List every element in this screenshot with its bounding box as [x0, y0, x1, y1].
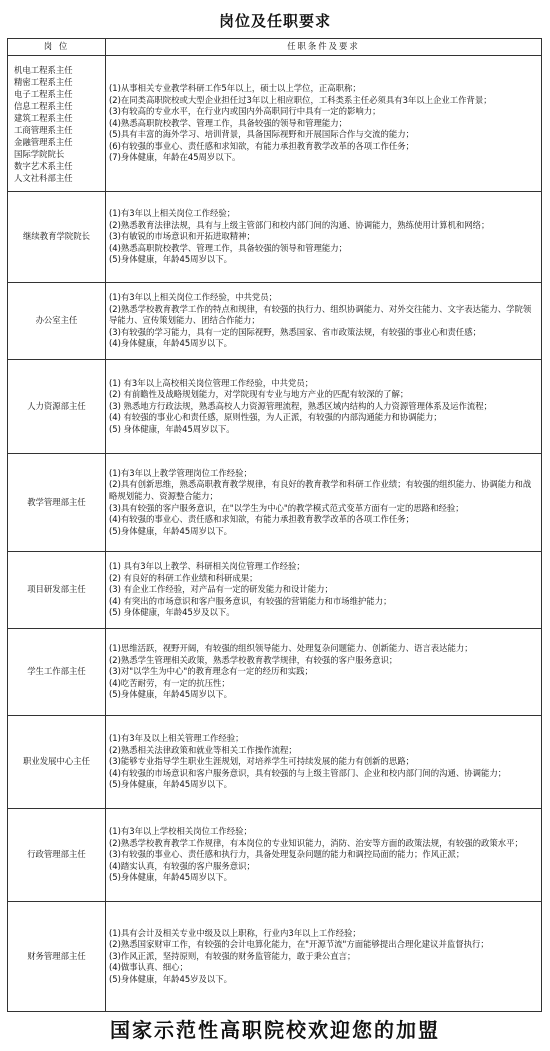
requirement-item: (2) 有前瞻性及战略规划能力，对学院现有专业与地方产业的匹配有较深的了解； — [109, 389, 409, 400]
requirement-item: (3) 熟悉地方行政法规，熟悉高校人力资源管理流程，熟悉区域内结构的人力资源管理体系及运作流程； — [109, 400, 493, 411]
requirement-item: (5)身体健康，年龄45周岁以下。 — [109, 779, 233, 790]
requirements-cell — [106, 192, 542, 283]
requirements-column-header: 任职条件及要求 — [106, 39, 542, 56]
requirements-cell — [106, 283, 542, 360]
requirements-cell — [106, 809, 542, 902]
position-name: 财务管理部主任 — [27, 950, 86, 961]
job-requirements-table — [7, 38, 542, 1012]
table-row — [8, 902, 542, 1012]
requirement-item: (4) 有较强的事业心和责任感，原则性强，为人正派，有较强的内部沟通能力和协调能力； — [109, 412, 442, 423]
position-name: 金融管理系主任 — [14, 136, 73, 147]
requirement-item: (1) 具有3年以上教学、科研相关岗位管理工作经验； — [109, 561, 305, 572]
requirements-cell — [106, 552, 542, 629]
table-row — [8, 283, 542, 360]
requirement-item: (4)踏实认真，有较强的客户服务意识； — [109, 860, 255, 871]
requirement-item: (1)有3年以上相关岗位工作经验，中共党员； — [109, 292, 277, 303]
requirement-item: (2)熟悉学校教育教学工作规律，有本岗位的专业知识能力，消防、治安等方面的政策法规，有较强的政策水平； — [109, 837, 523, 848]
requirement-item: (3)作风正派，坚持原则，有较强的财务监管能力，敢于秉公直言； — [109, 950, 356, 961]
position-cell — [8, 283, 106, 360]
position-name: 人文社科部主任 — [14, 172, 73, 183]
position-name: 数字艺术系主任 — [14, 160, 73, 171]
requirement-item: (2)熟悉教育法律法规，具有与上级主管部门和校内部门间的沟通、协调能力，熟练使用计算机和网络； — [109, 219, 490, 230]
position-name: 学生工作部主任 — [27, 666, 86, 677]
position-cell — [8, 56, 106, 192]
requirements-cell — [106, 360, 542, 454]
position-cell — [8, 902, 106, 1012]
page-title: 岗位及任职要求 — [218, 12, 331, 30]
requirement-item: (5)身体健康，年龄45周岁以下。 — [109, 254, 233, 265]
position-name: 职业发展中心主任 — [23, 756, 90, 767]
requirement-item: (1)有3年及以上相关管理工作经验； — [109, 733, 244, 744]
position-name: 办公室主任 — [35, 315, 78, 326]
requirement-item: (4)熟悉高职院校教学、管理工作，具备较强的领导和管理能力； — [109, 242, 347, 253]
table-row — [8, 716, 542, 809]
requirement-item: (2)熟悉学校教育教学工作的特点和规律，有较强的执行力、组织协调能力、对外交往能力、文字表达能力、学院领导能力、宣传策划能力、团结合作能力； — [109, 303, 532, 326]
requirement-item: (4)做事认真、细心； — [109, 962, 188, 973]
table-row — [8, 552, 542, 629]
position-name: 项目研发部主任 — [27, 584, 86, 595]
requirement-item: (4)吃苦耐劳，有一定的抗压性； — [109, 677, 230, 688]
requirement-item: (2) 有良好的科研工作业绩和科研成果； — [109, 572, 258, 583]
table-row — [8, 360, 542, 454]
table-row — [8, 809, 542, 902]
position-cell — [8, 716, 106, 809]
requirement-item: (2)熟悉相关法律政策和就业等相关工作操作流程； — [109, 744, 297, 755]
table-row — [8, 192, 542, 283]
requirement-item: (5) 身体健康，年龄45周岁以下。 — [109, 423, 235, 434]
position-cell — [8, 809, 106, 902]
requirement-item: (5)身体健康，年龄45周岁以下。 — [109, 689, 233, 700]
requirement-item: (2)具有创新思维，熟悉高职教育教学规律，有良好的教育教学和科研工作业绩；有较强的组织能力、协调能力和战略规划能力、资源整合能力； — [109, 479, 532, 501]
requirement-item: (5)身体健康，年龄45岁及以下。 — [109, 973, 233, 984]
requirement-item: (4)身体健康，年龄45周岁以下。 — [109, 338, 233, 349]
requirement-item: (3)对"以学生为中心"的教育理念有一定的经历和实践； — [109, 666, 313, 677]
position-name: 信息工程系主任 — [14, 100, 73, 111]
position-cell — [8, 192, 106, 283]
position-column-header: 岗 位 — [8, 39, 106, 56]
requirement-item: (1)有3年以上教学管理岗位工作经验； — [109, 467, 252, 478]
requirement-item: (1)思维活跃，视野开阔，有较强的组织领导能力、处理复杂问题能力、创新能力、语言表达能力； — [109, 643, 473, 654]
position-name: 国际学院院长 — [14, 148, 65, 159]
requirement-item: (1)有3年以上学校相关岗位工作经验； — [109, 826, 252, 837]
position-name: 电子工程系主任 — [14, 88, 73, 99]
requirement-item: (3) 有企业工作经验，对产品有一定的研发能力和设计能力； — [109, 584, 333, 595]
requirement-item: (1)从事相关专业教学科研工作5年以上，硕士以上学位，正高职称； — [109, 82, 361, 93]
position-name: 人力资源部主任 — [27, 400, 86, 411]
position-cell — [8, 454, 106, 552]
position-cell — [8, 552, 106, 629]
requirement-item: (3)有较高的专业水平，在行业内或国内外高职同行中具有一定的影响力； — [109, 106, 381, 117]
requirement-item: (1)有3年以上相关岗位工作经验； — [109, 208, 236, 219]
requirement-item: (4)有较强的事业心、责任感和求知欲，有能力承担教育教学改革的各项工作任务； — [109, 514, 414, 525]
requirement-item: (2)熟悉学生管理相关政策，熟悉学校教育教学规律，有较强的客户服务意识； — [109, 654, 398, 665]
table-row — [8, 56, 542, 192]
requirements-cell — [106, 716, 542, 809]
requirement-item: (5)身体健康，年龄45周岁以下。 — [109, 872, 233, 883]
requirement-item: (5)具有丰富的海外学习、培训背景，具备国际视野和开展国际合作与交流的能力； — [109, 129, 414, 140]
requirement-item: (1) 有3年以上高校相关岗位管理工作经验，中共党员； — [109, 377, 314, 388]
requirements-cell — [106, 902, 542, 1012]
table-row — [8, 454, 542, 552]
position-name: 精密工程系主任 — [14, 76, 73, 87]
position-cell — [8, 629, 106, 716]
position-name: 建筑工程系主任 — [14, 112, 73, 123]
requirement-item: (4)有较强的市场意识和客户服务意识，具有较强的与上级主管部门、企业和校内部门间的沟通、协调能力； — [109, 767, 507, 778]
requirement-item: (2)在同类高职院校或大型企业担任过3年以上相应职位，工科类系主任必须具有3年以上企业工作背景； — [109, 94, 492, 105]
table-row — [8, 629, 542, 716]
position-name: 行政管理部主任 — [27, 849, 86, 860]
requirement-item: (7)身体健康，年龄在45周岁以下。 — [109, 152, 241, 163]
requirements-cell — [106, 454, 542, 552]
footer-slogan: 国家示范性高职院校欢迎您的加盟 — [110, 1018, 440, 1042]
position-cell — [8, 360, 106, 454]
requirement-item: (3)有敏锐的市场意识和开拓进取精神； — [109, 231, 255, 242]
requirement-item: (5) 身体健康，年龄45岁及以下。 — [109, 607, 235, 618]
position-name: 教学管理部主任 — [27, 496, 86, 507]
position-name: 机电工程系主任 — [14, 64, 73, 75]
requirement-item: (3)有较强的学习能力，具有一定的国际视野，熟悉国家、省市政策法规，有较强的事业心和责任感； — [109, 326, 481, 337]
requirement-item: (4) 有突出的市场意识和客户服务意识，有较强的营销能力和市场维护能力； — [109, 595, 392, 606]
requirement-item: (5)身体健康，年龄45周岁以下。 — [109, 525, 233, 536]
requirements-cell — [106, 56, 542, 192]
requirement-item: (4)熟悉高职院校教学、管理工作，具备较强的领导和管理能力； — [109, 117, 347, 128]
requirements-cell — [106, 629, 542, 716]
requirement-item: (3)能够专业指导学生职业生涯规划，对培养学生可持续发展的能力有创新的思路； — [109, 756, 414, 767]
requirement-item: (3)有较强的事业心、责任感和执行力，具备处理复杂问题的能力和调控局面的能力；作风正派； — [109, 849, 465, 860]
requirement-item: (1)具有会计及相关专业中级及以上职称，行业内3年以上工作经验； — [109, 927, 361, 938]
requirement-item: (6)有较强的事业心、责任感和求知欲，有能力承担教育教学改革的各项工作任务； — [109, 140, 414, 151]
requirement-item: (3)具有较强的客户服务意识，在"以学生为中心"的教学模式范式变革方面有一定的思路和经验； — [109, 502, 464, 513]
requirement-item: (2)熟悉国家财审工作，有较强的会计电算化能力，在"开源节流"方面能够提出合理化建议并监督执行； — [109, 939, 489, 950]
position-name: 继续教育学院院长 — [23, 231, 90, 242]
position-name: 工商管理系主任 — [14, 124, 73, 135]
table-body — [8, 56, 542, 1012]
table-header-row — [8, 39, 542, 56]
